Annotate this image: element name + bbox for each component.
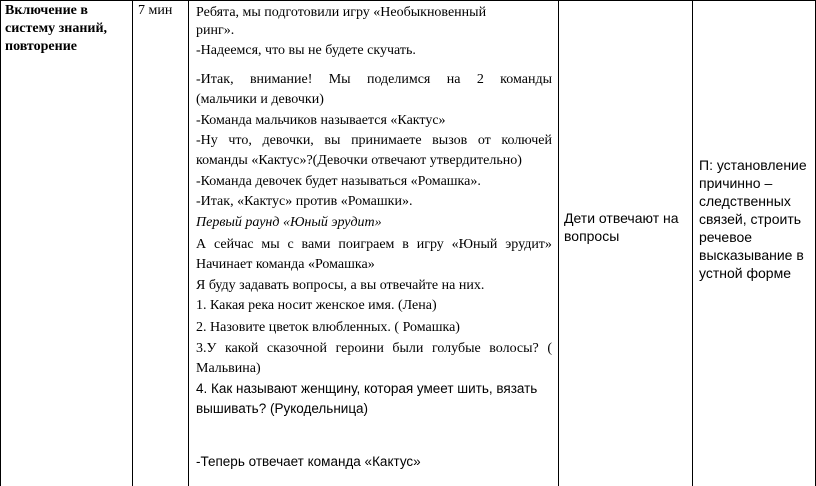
word: вызов (432, 133, 468, 148)
text-line: Ребята, мы подготовили игру «Необыкновенный (196, 5, 487, 20)
text-line: -Команда девочек будет называться «Ромашка». (196, 174, 481, 189)
text-line-justified (196, 131, 552, 151)
word: что, (228, 133, 252, 148)
word: внимание! (249, 72, 313, 87)
teacher-activity-cell (196, 0, 552, 486)
word: колючей (501, 133, 552, 148)
word: от (477, 133, 491, 148)
uud-line: причинно – (699, 175, 773, 191)
word: в (402, 237, 409, 252)
word: Мы (328, 72, 351, 87)
text-line: -Итак, «Кактус» против «Ромашки». (196, 194, 413, 209)
word: сказочной (266, 341, 328, 356)
stage-cell (5, 0, 130, 60)
word: вами (301, 237, 331, 252)
text-line: -Надеемся, что вы не будете скучать. (196, 43, 416, 58)
text-line: команды «Кактус»?(Девочки отвечают утвердительно) (196, 153, 522, 168)
word: вы (324, 133, 341, 148)
stage-line: повторение (5, 39, 77, 54)
word: А (196, 237, 207, 252)
column-border (188, 0, 189, 486)
question-line-justified (196, 339, 552, 359)
stage-line: систему знаний, (5, 21, 108, 36)
children-activity-cell (564, 208, 690, 252)
word: -Итак, (196, 72, 234, 87)
round-title: Первый раунд «Юный эрудит» (196, 215, 382, 230)
word: принимаете (351, 133, 422, 148)
learning-actions-cell (699, 155, 814, 285)
text-line: -Команда мальчиков называется «Кактус» (196, 113, 446, 128)
uud-line: речевое (699, 229, 753, 245)
word: голубые (431, 341, 481, 356)
uud-line: связей, строить (699, 211, 802, 227)
text-line-justified (196, 70, 552, 90)
word: девочки, (262, 133, 314, 148)
word: были (392, 341, 424, 356)
question-line: вышивать? (Рукодельница) (196, 401, 369, 416)
word: «Юный (451, 237, 498, 252)
word: поиграем (338, 237, 395, 252)
word: команды (500, 72, 552, 87)
word: на (446, 72, 461, 87)
text-line: (мальчики и девочки) (196, 92, 324, 107)
text-line-justified (196, 235, 552, 255)
question-line: 2. Назовите цветок влюбленных. ( Ромашка) (196, 320, 460, 335)
question-line: 1. Какая река носит женское имя. (Лена) (196, 298, 437, 313)
text-line: -Теперь отвечает команда «Кактус» (196, 454, 421, 469)
word: эрудит» (505, 237, 552, 252)
column-border (558, 0, 559, 486)
word: с (287, 237, 294, 252)
time-cell (138, 0, 186, 24)
word: волосы? (489, 341, 539, 356)
text-line: ринг». (196, 23, 235, 38)
word: сейчас (213, 237, 254, 252)
question-line: Мальвина) (196, 361, 261, 376)
text-line: Начинает команда «Ромашка» (196, 257, 375, 272)
word: -Ну (196, 133, 218, 148)
word: поделимся (366, 72, 431, 87)
uud-line: П: установление (699, 157, 807, 173)
word: игру (416, 237, 444, 252)
uud-line: устной форме (699, 265, 791, 281)
word: героини (335, 341, 384, 356)
column-border (0, 0, 1, 486)
children-line: Дети отвечают на (564, 210, 679, 226)
text-line: Я буду задавать вопросы, а вы отвечайте на них. (196, 278, 485, 293)
word: 2 (476, 72, 484, 87)
word: ( (547, 341, 552, 356)
time-value: 7 мин (138, 3, 173, 18)
stage-line: Включение в (5, 3, 88, 18)
question-line: 4. Как называют женщину, которая умеет шить, вязать (196, 381, 538, 396)
word: мы (261, 237, 280, 252)
uud-line: следственных (699, 193, 791, 209)
word: 3.У (196, 341, 217, 356)
word: какой (224, 341, 259, 356)
column-border (132, 0, 133, 486)
children-line: вопросы (564, 228, 620, 244)
column-border (692, 0, 693, 486)
uud-line: высказывание в (699, 247, 804, 263)
